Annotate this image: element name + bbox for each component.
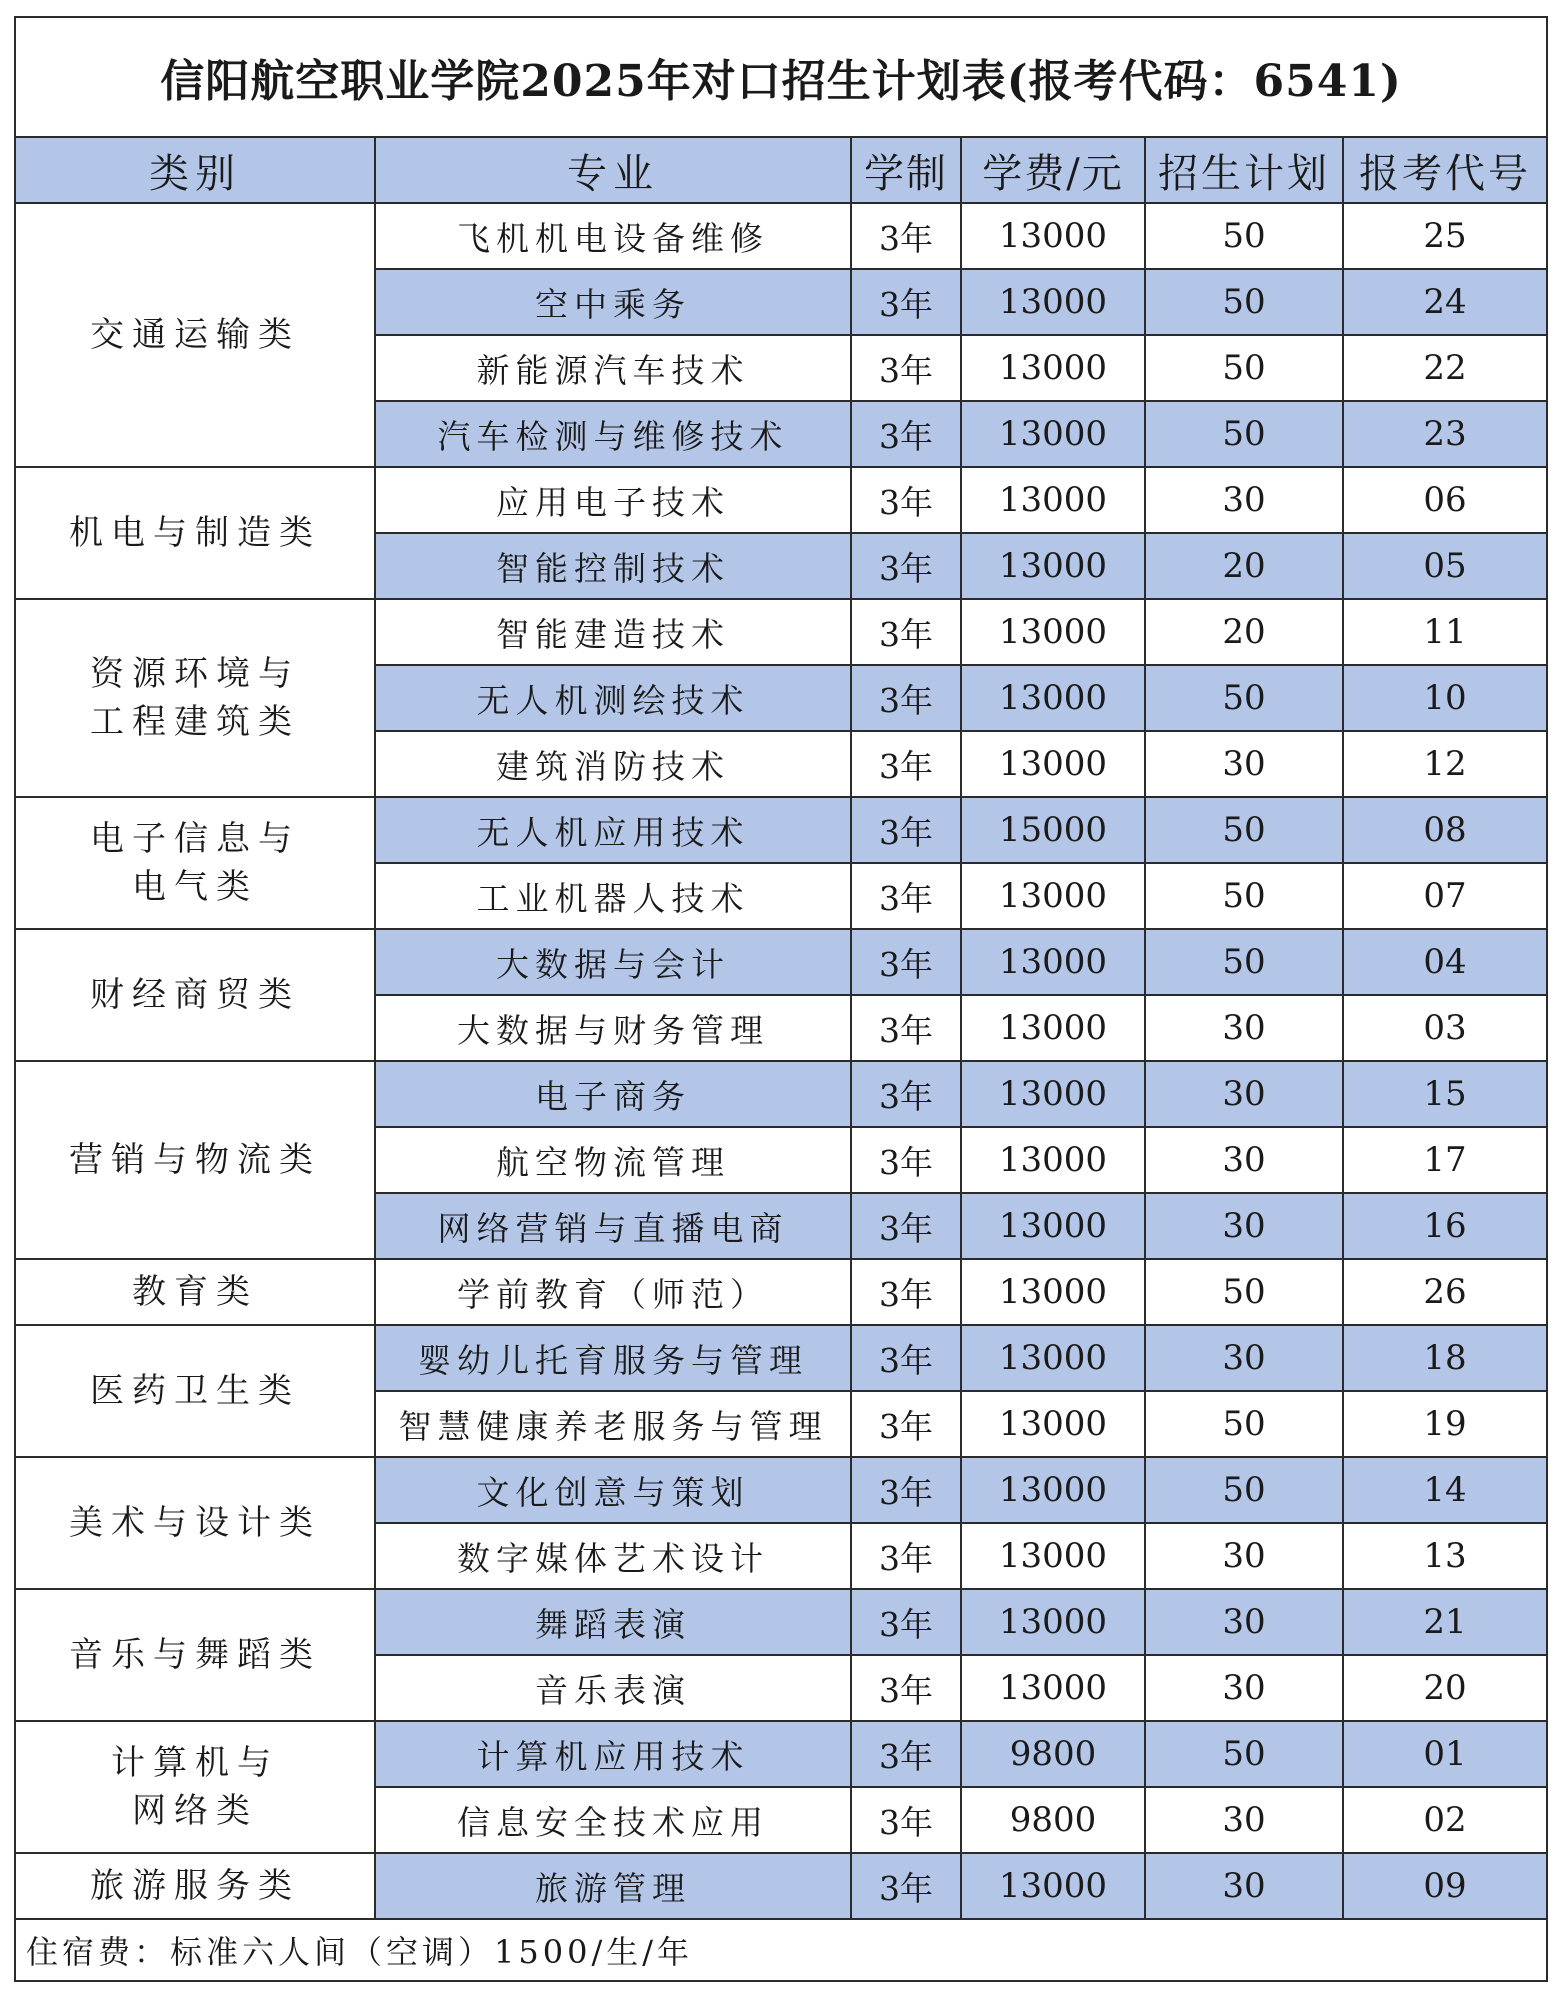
- category-line: 电气类: [132, 867, 258, 907]
- major-cell: 建筑消防技术: [375, 731, 851, 797]
- plan-cell: 30: [1145, 1193, 1343, 1259]
- years-cell: 3年: [851, 863, 961, 929]
- fee-cell: 13000: [961, 1193, 1145, 1259]
- code-cell: 26: [1343, 1259, 1547, 1325]
- fee-cell: 13000: [961, 467, 1145, 533]
- table-row: [15, 599, 1547, 665]
- category-cell: [15, 599, 375, 797]
- years-cell: 3年: [851, 269, 961, 335]
- header-fee: 学费/元: [961, 137, 1145, 203]
- years-cell: 3年: [851, 731, 961, 797]
- table-row: [15, 929, 1547, 995]
- code-cell: 13: [1343, 1523, 1547, 1589]
- fee-cell: 13000: [961, 1523, 1145, 1589]
- fee-cell: 13000: [961, 1589, 1145, 1655]
- code-cell: 17: [1343, 1127, 1547, 1193]
- header-code: 报考代号: [1343, 137, 1547, 203]
- fee-cell: 13000: [961, 269, 1145, 335]
- code-cell: 16: [1343, 1193, 1547, 1259]
- major-cell: 飞机机电设备维修: [375, 203, 851, 269]
- fee-cell: 9800: [961, 1787, 1145, 1853]
- enrollment-table: [14, 16, 1548, 1982]
- category-cell: 旅游服务类: [15, 1853, 375, 1919]
- table-row: [15, 1061, 1547, 1127]
- category-line: 计算机与: [111, 1743, 279, 1783]
- major-cell: 学前教育（师范）: [375, 1259, 851, 1325]
- major-cell: 工业机器人技术: [375, 863, 851, 929]
- years-cell: 3年: [851, 1523, 961, 1589]
- category-cell: 财经商贸类: [15, 929, 375, 1061]
- years-cell: 3年: [851, 203, 961, 269]
- plan-cell: 50: [1145, 203, 1343, 269]
- category-cell: 交通运输类: [15, 203, 375, 467]
- years-cell: 3年: [851, 335, 961, 401]
- years-cell: 3年: [851, 1589, 961, 1655]
- plan-cell: 30: [1145, 1853, 1343, 1919]
- plan-cell: 50: [1145, 863, 1343, 929]
- fee-cell: 13000: [961, 1853, 1145, 1919]
- code-cell: 15: [1343, 1061, 1547, 1127]
- header-category: 类别: [15, 137, 375, 203]
- code-cell: 14: [1343, 1457, 1547, 1523]
- header-plan: 招生计划: [1145, 137, 1343, 203]
- code-cell: 04: [1343, 929, 1547, 995]
- major-cell: 应用电子技术: [375, 467, 851, 533]
- category-cell: [15, 797, 375, 929]
- code-cell: 24: [1343, 269, 1547, 335]
- years-cell: 3年: [851, 1259, 961, 1325]
- major-cell: 智能建造技术: [375, 599, 851, 665]
- fee-cell: 13000: [961, 533, 1145, 599]
- major-cell: 音乐表演: [375, 1655, 851, 1721]
- major-cell: 无人机测绘技术: [375, 665, 851, 731]
- major-cell: 智慧健康养老服务与管理: [375, 1391, 851, 1457]
- plan-cell: 50: [1145, 1457, 1343, 1523]
- code-cell: 01: [1343, 1721, 1547, 1787]
- plan-cell: 20: [1145, 599, 1343, 665]
- major-cell: 舞蹈表演: [375, 1589, 851, 1655]
- major-cell: 无人机应用技术: [375, 797, 851, 863]
- fee-cell: 13000: [961, 1259, 1145, 1325]
- table-row: [15, 1457, 1547, 1523]
- years-cell: 3年: [851, 1127, 961, 1193]
- code-cell: 07: [1343, 863, 1547, 929]
- fee-cell: 13000: [961, 599, 1145, 665]
- fee-cell: 13000: [961, 929, 1145, 995]
- code-cell: 25: [1343, 203, 1547, 269]
- code-cell: 10: [1343, 665, 1547, 731]
- category-cell: 音乐与舞蹈类: [15, 1589, 375, 1721]
- major-cell: 婴幼儿托育服务与管理: [375, 1325, 851, 1391]
- years-cell: 3年: [851, 401, 961, 467]
- years-cell: 3年: [851, 1853, 961, 1919]
- plan-cell: 30: [1145, 1061, 1343, 1127]
- category-cell: 营销与物流类: [15, 1061, 375, 1259]
- fee-cell: 9800: [961, 1721, 1145, 1787]
- footer-note: 住宿费：标准六人间（空调）1500/生/年: [15, 1919, 1547, 1981]
- fee-cell: 13000: [961, 1325, 1145, 1391]
- category-line: 资源环境与: [90, 654, 300, 694]
- years-cell: 3年: [851, 1061, 961, 1127]
- years-cell: 3年: [851, 599, 961, 665]
- years-cell: 3年: [851, 1721, 961, 1787]
- code-cell: 08: [1343, 797, 1547, 863]
- plan-cell: 50: [1145, 665, 1343, 731]
- years-cell: 3年: [851, 1655, 961, 1721]
- fee-cell: 13000: [961, 665, 1145, 731]
- major-cell: 新能源汽车技术: [375, 335, 851, 401]
- years-cell: 3年: [851, 995, 961, 1061]
- plan-cell: 50: [1145, 269, 1343, 335]
- years-cell: 3年: [851, 1325, 961, 1391]
- fee-cell: 13000: [961, 731, 1145, 797]
- table-row: [15, 1325, 1547, 1391]
- major-cell: 大数据与财务管理: [375, 995, 851, 1061]
- plan-cell: 30: [1145, 467, 1343, 533]
- category-cell: [15, 1721, 375, 1853]
- table-row: [15, 203, 1547, 269]
- plan-cell: 20: [1145, 533, 1343, 599]
- major-cell: 电子商务: [375, 1061, 851, 1127]
- years-cell: 3年: [851, 1193, 961, 1259]
- table-row: [15, 1259, 1547, 1325]
- plan-cell: 30: [1145, 1655, 1343, 1721]
- years-cell: 3年: [851, 929, 961, 995]
- table-row: [15, 797, 1547, 863]
- plan-cell: 50: [1145, 401, 1343, 467]
- code-cell: 20: [1343, 1655, 1547, 1721]
- category-line: 电子信息与: [90, 819, 300, 859]
- years-cell: 3年: [851, 797, 961, 863]
- table-row: [15, 1853, 1547, 1919]
- plan-cell: 30: [1145, 1127, 1343, 1193]
- plan-cell: 50: [1145, 335, 1343, 401]
- plan-cell: 50: [1145, 797, 1343, 863]
- table-row: [15, 1721, 1547, 1787]
- years-cell: 3年: [851, 467, 961, 533]
- plan-cell: 30: [1145, 1589, 1343, 1655]
- plan-cell: 30: [1145, 731, 1343, 797]
- code-cell: 09: [1343, 1853, 1547, 1919]
- major-cell: 大数据与会计: [375, 929, 851, 995]
- category-cell: 教育类: [15, 1259, 375, 1325]
- plan-cell: 30: [1145, 995, 1343, 1061]
- code-cell: 02: [1343, 1787, 1547, 1853]
- code-cell: 19: [1343, 1391, 1547, 1457]
- category-line: 工程建筑类: [90, 702, 300, 742]
- code-cell: 11: [1343, 599, 1547, 665]
- plan-cell: 50: [1145, 1721, 1343, 1787]
- major-cell: 旅游管理: [375, 1853, 851, 1919]
- fee-cell: 13000: [961, 863, 1145, 929]
- code-cell: 06: [1343, 467, 1547, 533]
- category-cell: 医药卫生类: [15, 1325, 375, 1457]
- years-cell: 3年: [851, 1787, 961, 1853]
- code-cell: 18: [1343, 1325, 1547, 1391]
- fee-cell: 15000: [961, 797, 1145, 863]
- major-cell: 智能控制技术: [375, 533, 851, 599]
- code-cell: 22: [1343, 335, 1547, 401]
- plan-cell: 30: [1145, 1787, 1343, 1853]
- fee-cell: 13000: [961, 995, 1145, 1061]
- header-major: 专业: [375, 137, 851, 203]
- fee-cell: 13000: [961, 335, 1145, 401]
- major-cell: 数字媒体艺术设计: [375, 1523, 851, 1589]
- years-cell: 3年: [851, 533, 961, 599]
- major-cell: 计算机应用技术: [375, 1721, 851, 1787]
- plan-cell: 50: [1145, 1391, 1343, 1457]
- years-cell: 3年: [851, 1457, 961, 1523]
- fee-cell: 13000: [961, 203, 1145, 269]
- major-cell: 文化创意与策划: [375, 1457, 851, 1523]
- major-cell: 信息安全技术应用: [375, 1787, 851, 1853]
- years-cell: 3年: [851, 665, 961, 731]
- code-cell: 12: [1343, 731, 1547, 797]
- plan-cell: 30: [1145, 1523, 1343, 1589]
- category-line: 网络类: [132, 1791, 258, 1831]
- fee-cell: 13000: [961, 1391, 1145, 1457]
- plan-cell: 30: [1145, 1325, 1343, 1391]
- fee-cell: 13000: [961, 1127, 1145, 1193]
- enrollment-plan-sheet: [14, 16, 1546, 1996]
- major-cell: 空中乘务: [375, 269, 851, 335]
- table-body: [15, 203, 1547, 1919]
- table-title: 信阳航空职业学院2025年对口招生计划表(报考代码：6541): [15, 17, 1547, 137]
- header-years: 学制: [851, 137, 961, 203]
- major-cell: 网络营销与直播电商: [375, 1193, 851, 1259]
- fee-cell: 13000: [961, 1457, 1145, 1523]
- major-cell: 航空物流管理: [375, 1127, 851, 1193]
- category-cell: 机电与制造类: [15, 467, 375, 599]
- fee-cell: 13000: [961, 401, 1145, 467]
- code-cell: 23: [1343, 401, 1547, 467]
- table-row: [15, 1589, 1547, 1655]
- table-row: [15, 467, 1547, 533]
- plan-cell: 50: [1145, 929, 1343, 995]
- fee-cell: 13000: [961, 1061, 1145, 1127]
- code-cell: 21: [1343, 1589, 1547, 1655]
- code-cell: 03: [1343, 995, 1547, 1061]
- fee-cell: 13000: [961, 1655, 1145, 1721]
- years-cell: 3年: [851, 1391, 961, 1457]
- plan-cell: 50: [1145, 1259, 1343, 1325]
- category-cell: 美术与设计类: [15, 1457, 375, 1589]
- code-cell: 05: [1343, 533, 1547, 599]
- major-cell: 汽车检测与维修技术: [375, 401, 851, 467]
